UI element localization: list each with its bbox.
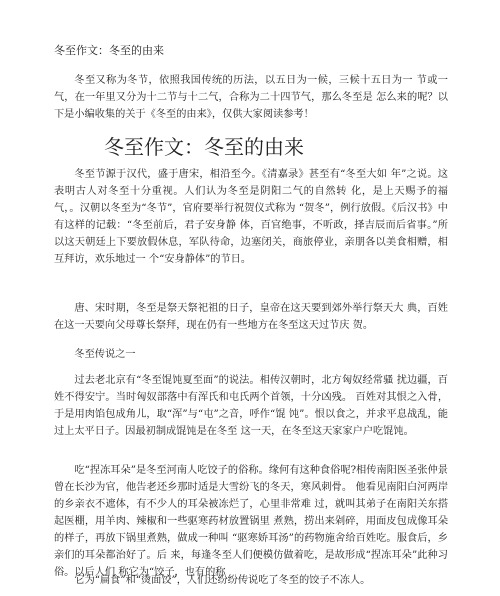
tang-song-paragraph: 唐、宋时期，冬至是祭天祭祀祖的日子，皇帝在这天要到郊外举行祭天大 典，百姓在这一天要向父母尊长祭拜，现在仍有一些地方在冬至这天过节庆 贺。 xyxy=(54,303,448,331)
dumpling-paragraph: 吃“捏冻耳朵”是冬至河南人吃饺子的俗称。缘何有这种食俗呢?相传南阳医圣张仲景曾在长沙为官，他告老还乡那时适是大雪纷飞的冬天，寒风刺骨。 他看见南阳白河两岸的乡亲衣不遮体，有不少人的耳朵被冻烂了，心里非常难 过，就叫其弟子在南阳关东搭起医棚，用羊肉、辣椒和一些驱寒药材放置锅里 煮熟，捞出来剁碎，用面皮包成像耳朵的样子，再放下锅里煮熟，做成一种叫 “驱寒娇耳汤”的药物施舍给百姓吃。服食后，乡亲们的耳朵都治好了。后 来，每逢冬至人们便模仿做着吃，是故形成“捏冻耳朵”此种习俗。以后人们 称它为“饺子，也有的称 xyxy=(54,465,448,578)
legend-heading: 冬至传说之一 xyxy=(74,349,136,360)
intro-paragraph: 冬至又称为冬节，依照我国传统的历法，以五日为一候，三候十五日为一 节或一气，在一年里又分为十二节与十二气，合称为二十四节气，那么冬至是 怎么来的呢？以下是小编收集的关于《冬至的由来》，仅供大家阅读参考！ xyxy=(54,75,448,120)
main-title: 冬至作文：冬至的由来 xyxy=(104,135,304,159)
small-title: 冬至作文：冬至的由来 xyxy=(54,44,164,57)
wonton-paragraph: 过去老北京有“冬至馄饨夏至面”的说法。相传汉朝时，北方匈奴经常骚 扰边疆，百姓不得安宁。当时匈奴部落中有浑氏和屯氏两个首领，十分凶残。 百姓对其恨之入骨，于是用肉馅包成角儿，取“浑”与“屯”之音，呼作“馄 饨”。恨以食之，并求平息战乱，能过上太平日子。因最初制成馄饨是在冬至 这一天，在冬至这天家家户户吃馄饨。 xyxy=(54,375,448,437)
closing-paragraph: 它为“扁食”和“烫面饺”，人们还纷纷传说吃了冬至的饺子不冻人。 xyxy=(74,575,371,586)
origin-paragraph: 冬至节源于汉代，盛于唐宋，相沿至今。《清嘉录》甚至有“冬至大如 年”之说。这表明古人对冬至十分重视。人们认为冬至是阴阳二气的自然转 化，是上天赐予的福气，。汉朝以冬至为“冬节”，官府要举行祝贺仪式称为 “贺冬”，例行放假。《后汉书》中有这样的记载：“冬至前后，君子安身静 体，百官绝事，不听政，择吉辰而后省事。”所以这天朝廷上下要放假休息，军队待命，边塞闭关，商旅停业，亲朋各以美食相赠，相互拜访，欢乐地过一 个“安身静体”的节日。 xyxy=(54,169,448,265)
